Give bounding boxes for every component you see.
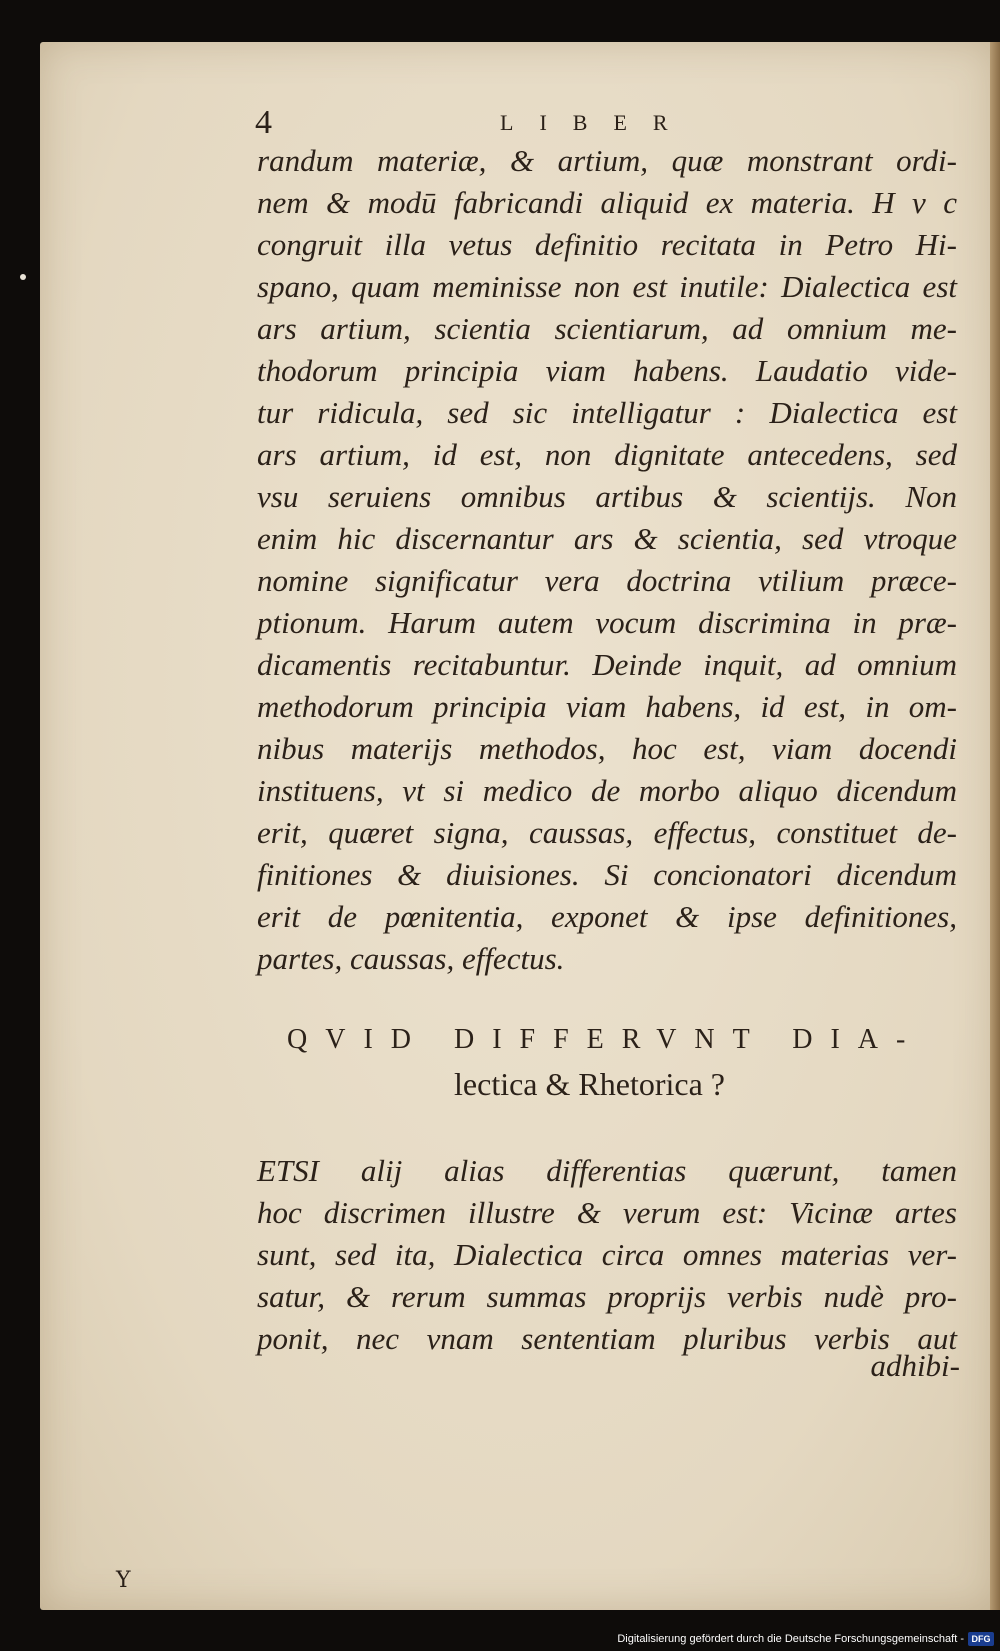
text-line: partes, caussas, effectus. <box>257 941 565 976</box>
edge-mark <box>20 274 26 280</box>
footer-bar <box>0 1625 1000 1651</box>
text-line: ETSI alij alias differentias quærunt, tamen <box>257 1153 957 1188</box>
text-line: dicamentis recitabuntur. Deinde inquit, ad omnium <box>257 647 957 682</box>
text-line: nibus materijs methodos, hoc est, viam docendi <box>257 731 957 766</box>
running-head: LIBER <box>500 110 694 135</box>
page-edge <box>990 42 1000 1610</box>
section-heading <box>287 1024 952 1110</box>
text-line: methodorum principia viam habens, id est, in om- <box>257 689 957 724</box>
heading-line-2: lectica & Rhetorica ? <box>454 1066 725 1102</box>
margin-mark: Y <box>116 1568 131 1593</box>
text-line: ars artium, id est, non dignitate antecedens, sed <box>257 437 957 472</box>
text-line: nomine significatur vera doctrina vtilium præce- <box>257 563 957 598</box>
text-line: tur ridicula, sed sic intelligatur : Dialectica est <box>257 395 957 430</box>
text-line: spano, quam meminisse non est inutile: Dialectica est <box>257 269 957 304</box>
text-line: erit de pœnitentia, exponet & ipse definitiones, <box>257 899 957 934</box>
text-line: nem & modū fabricandi aliquid ex materia. H v c <box>257 185 957 220</box>
text-line: erit, quæret signa, caussas, effectus, constituet de- <box>257 815 957 850</box>
catchword: adhibi- <box>870 1348 960 1383</box>
heading-line-1: QVID DIFFERVNT DIA- <box>287 1024 924 1055</box>
text-line: enim hic discernantur ars & scientia, sed vtroque <box>257 521 957 556</box>
dfg-logo-icon: DFG <box>968 1632 994 1646</box>
text-line: vsu seruiens omnibus artibus & scientijs. Non <box>257 479 957 514</box>
funding-credit: Digitalisierung gefördert durch die Deutsche Forschungsgemeinschaft - <box>617 1633 964 1645</box>
text-line: thodorum principia viam habens. Laudatio vide- <box>257 353 957 388</box>
text-line: congruit illa vetus definitio recitata in Petro Hi- <box>257 227 957 262</box>
text-line: hoc discrimen illustre & verum est: Vicinæ artes <box>257 1195 957 1230</box>
text-line: ars artium, scientia scientiarum, ad omnium me- <box>257 311 957 346</box>
text-line: randum materiæ, & artium, quæ monstrant ordi- <box>257 143 957 178</box>
text-line: ponit, nec vnam sententiam pluribus verbis aut <box>257 1321 957 1356</box>
text-line: instituens, vt si medico de morbo aliquo dicendum <box>257 773 957 808</box>
text-line: sunt, sed ita, Dialectica circa omnes materias ver- <box>257 1237 957 1272</box>
page-number: 4 <box>255 104 272 141</box>
body-text-1 <box>257 140 957 980</box>
text-line: finitiones & diuisiones. Si concionatori dicendum <box>257 857 957 892</box>
text-line: ptionum. Harum autem vocum discrimina in præ- <box>257 605 957 640</box>
text-line: satur, & rerum summas proprijs verbis nudè pro- <box>257 1279 957 1314</box>
page-header <box>255 104 975 144</box>
body-text-2 <box>257 1150 957 1360</box>
